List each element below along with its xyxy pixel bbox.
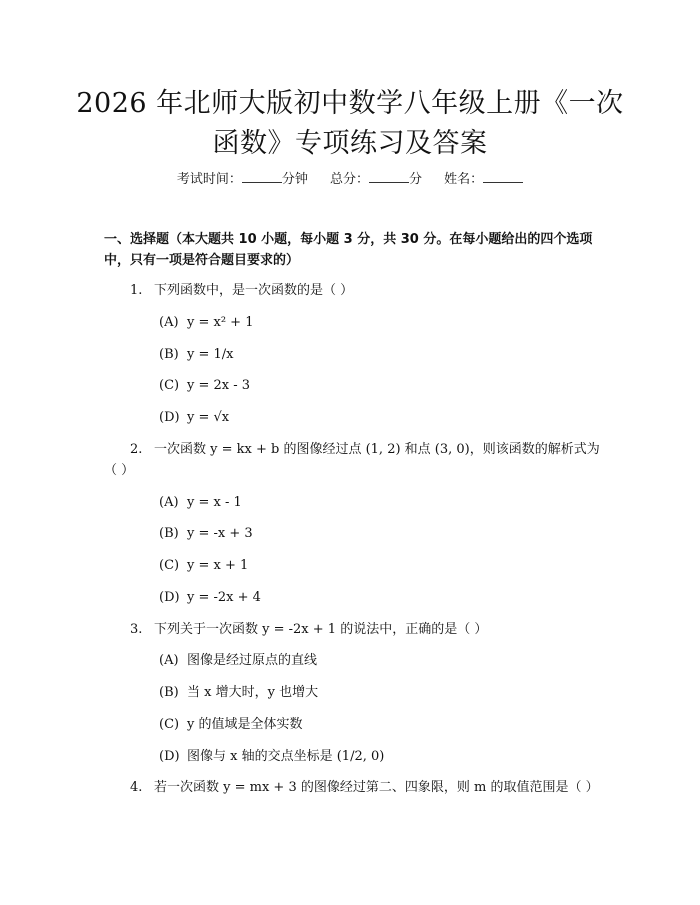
option-text: y = 1/x	[187, 347, 234, 362]
option-label: (A)	[159, 495, 179, 510]
question-3-option-c[interactable]	[159, 716, 302, 734]
question-4	[104, 777, 604, 798]
option-text: y = 2x - 3	[187, 378, 251, 393]
student-name-field	[444, 168, 523, 187]
question-stem: 下列关于一次函数 y = -2x + 1 的说法中，正确的是（ ）	[154, 622, 488, 637]
question-stem: 若一次函数 y = mx + 3 的图像经过第二、四象限，则 m 的取值范围是（ ）	[154, 780, 599, 795]
option-text: y = x² + 1	[187, 315, 254, 330]
title-line-2: 函数》专项练习及答案	[212, 128, 488, 159]
exam-time-label: 考试时间：	[176, 172, 242, 187]
option-text: 图像是经过原点的直线	[187, 653, 318, 668]
title-line-1: 2026 年北师大版初中数学八年级上册《一次	[76, 88, 624, 119]
total-score-label: 总分：	[329, 172, 369, 187]
option-label: (A)	[159, 315, 179, 330]
option-text: y = x + 1	[187, 558, 249, 573]
option-text: y 的值域是全体实数	[187, 717, 303, 732]
option-label: (D)	[159, 749, 180, 764]
question-1-option-a[interactable]	[159, 314, 253, 332]
question-2	[104, 439, 604, 481]
question-2-option-d[interactable]	[159, 589, 261, 607]
option-label: (C)	[159, 378, 180, 393]
question-number: 1.	[130, 283, 143, 298]
option-label: (A)	[159, 653, 179, 668]
option-label: (D)	[159, 590, 180, 605]
question-1-option-b[interactable]	[159, 346, 233, 364]
document-title	[60, 84, 640, 164]
option-label: (C)	[159, 558, 180, 573]
option-label: (B)	[159, 526, 179, 541]
exam-time-field	[177, 168, 308, 187]
exam-info-row	[0, 168, 700, 187]
question-number: 2.	[130, 442, 143, 457]
question-1	[104, 280, 604, 301]
question-3-option-a[interactable]	[159, 652, 317, 670]
total-score-unit: 分	[409, 172, 423, 187]
question-3-option-b[interactable]	[159, 684, 318, 702]
option-text: 当 x 增大时，y 也增大	[187, 685, 319, 700]
question-stem: 一次函数 y = kx + b 的图像经过点 (1, 2) 和点 (3, 0)，则该函数的解析式为（ ）	[104, 442, 600, 478]
question-2-option-c[interactable]	[159, 557, 248, 575]
option-label: (C)	[159, 717, 180, 732]
option-text: 图像与 x 轴的交点坐标是 (1/2, 0)	[187, 749, 385, 764]
question-1-option-d[interactable]	[159, 409, 229, 427]
total-score-field	[330, 168, 422, 187]
question-number: 4.	[130, 780, 143, 795]
exam-time-unit: 分钟	[281, 172, 308, 187]
option-label: (B)	[159, 685, 179, 700]
section-heading: 一、选择题（本大题共 10 小题，每小题 3 分，共 30 分。在每小题给出的四个选项中，只有一项是符合题目要求的）	[104, 232, 593, 268]
question-1-option-c[interactable]	[159, 377, 250, 395]
student-name-label: 姓名：	[444, 172, 484, 187]
total-score-blank[interactable]	[369, 170, 409, 183]
option-label: (B)	[159, 347, 179, 362]
option-text: y = -x + 3	[187, 526, 253, 541]
student-name-blank[interactable]	[483, 170, 523, 183]
option-text: y = x - 1	[187, 495, 242, 510]
question-3	[104, 619, 604, 640]
option-text: y = -2x + 4	[187, 590, 261, 605]
option-label: (D)	[159, 410, 180, 425]
option-text: y = √x	[187, 410, 230, 425]
question-stem: 下列函数中，是一次函数的是（ ）	[154, 283, 354, 298]
question-2-option-a[interactable]	[159, 494, 242, 512]
exam-time-blank[interactable]	[242, 170, 282, 183]
question-3-option-d[interactable]	[159, 748, 384, 766]
question-number: 3.	[130, 622, 143, 637]
question-2-option-b[interactable]	[159, 525, 253, 543]
